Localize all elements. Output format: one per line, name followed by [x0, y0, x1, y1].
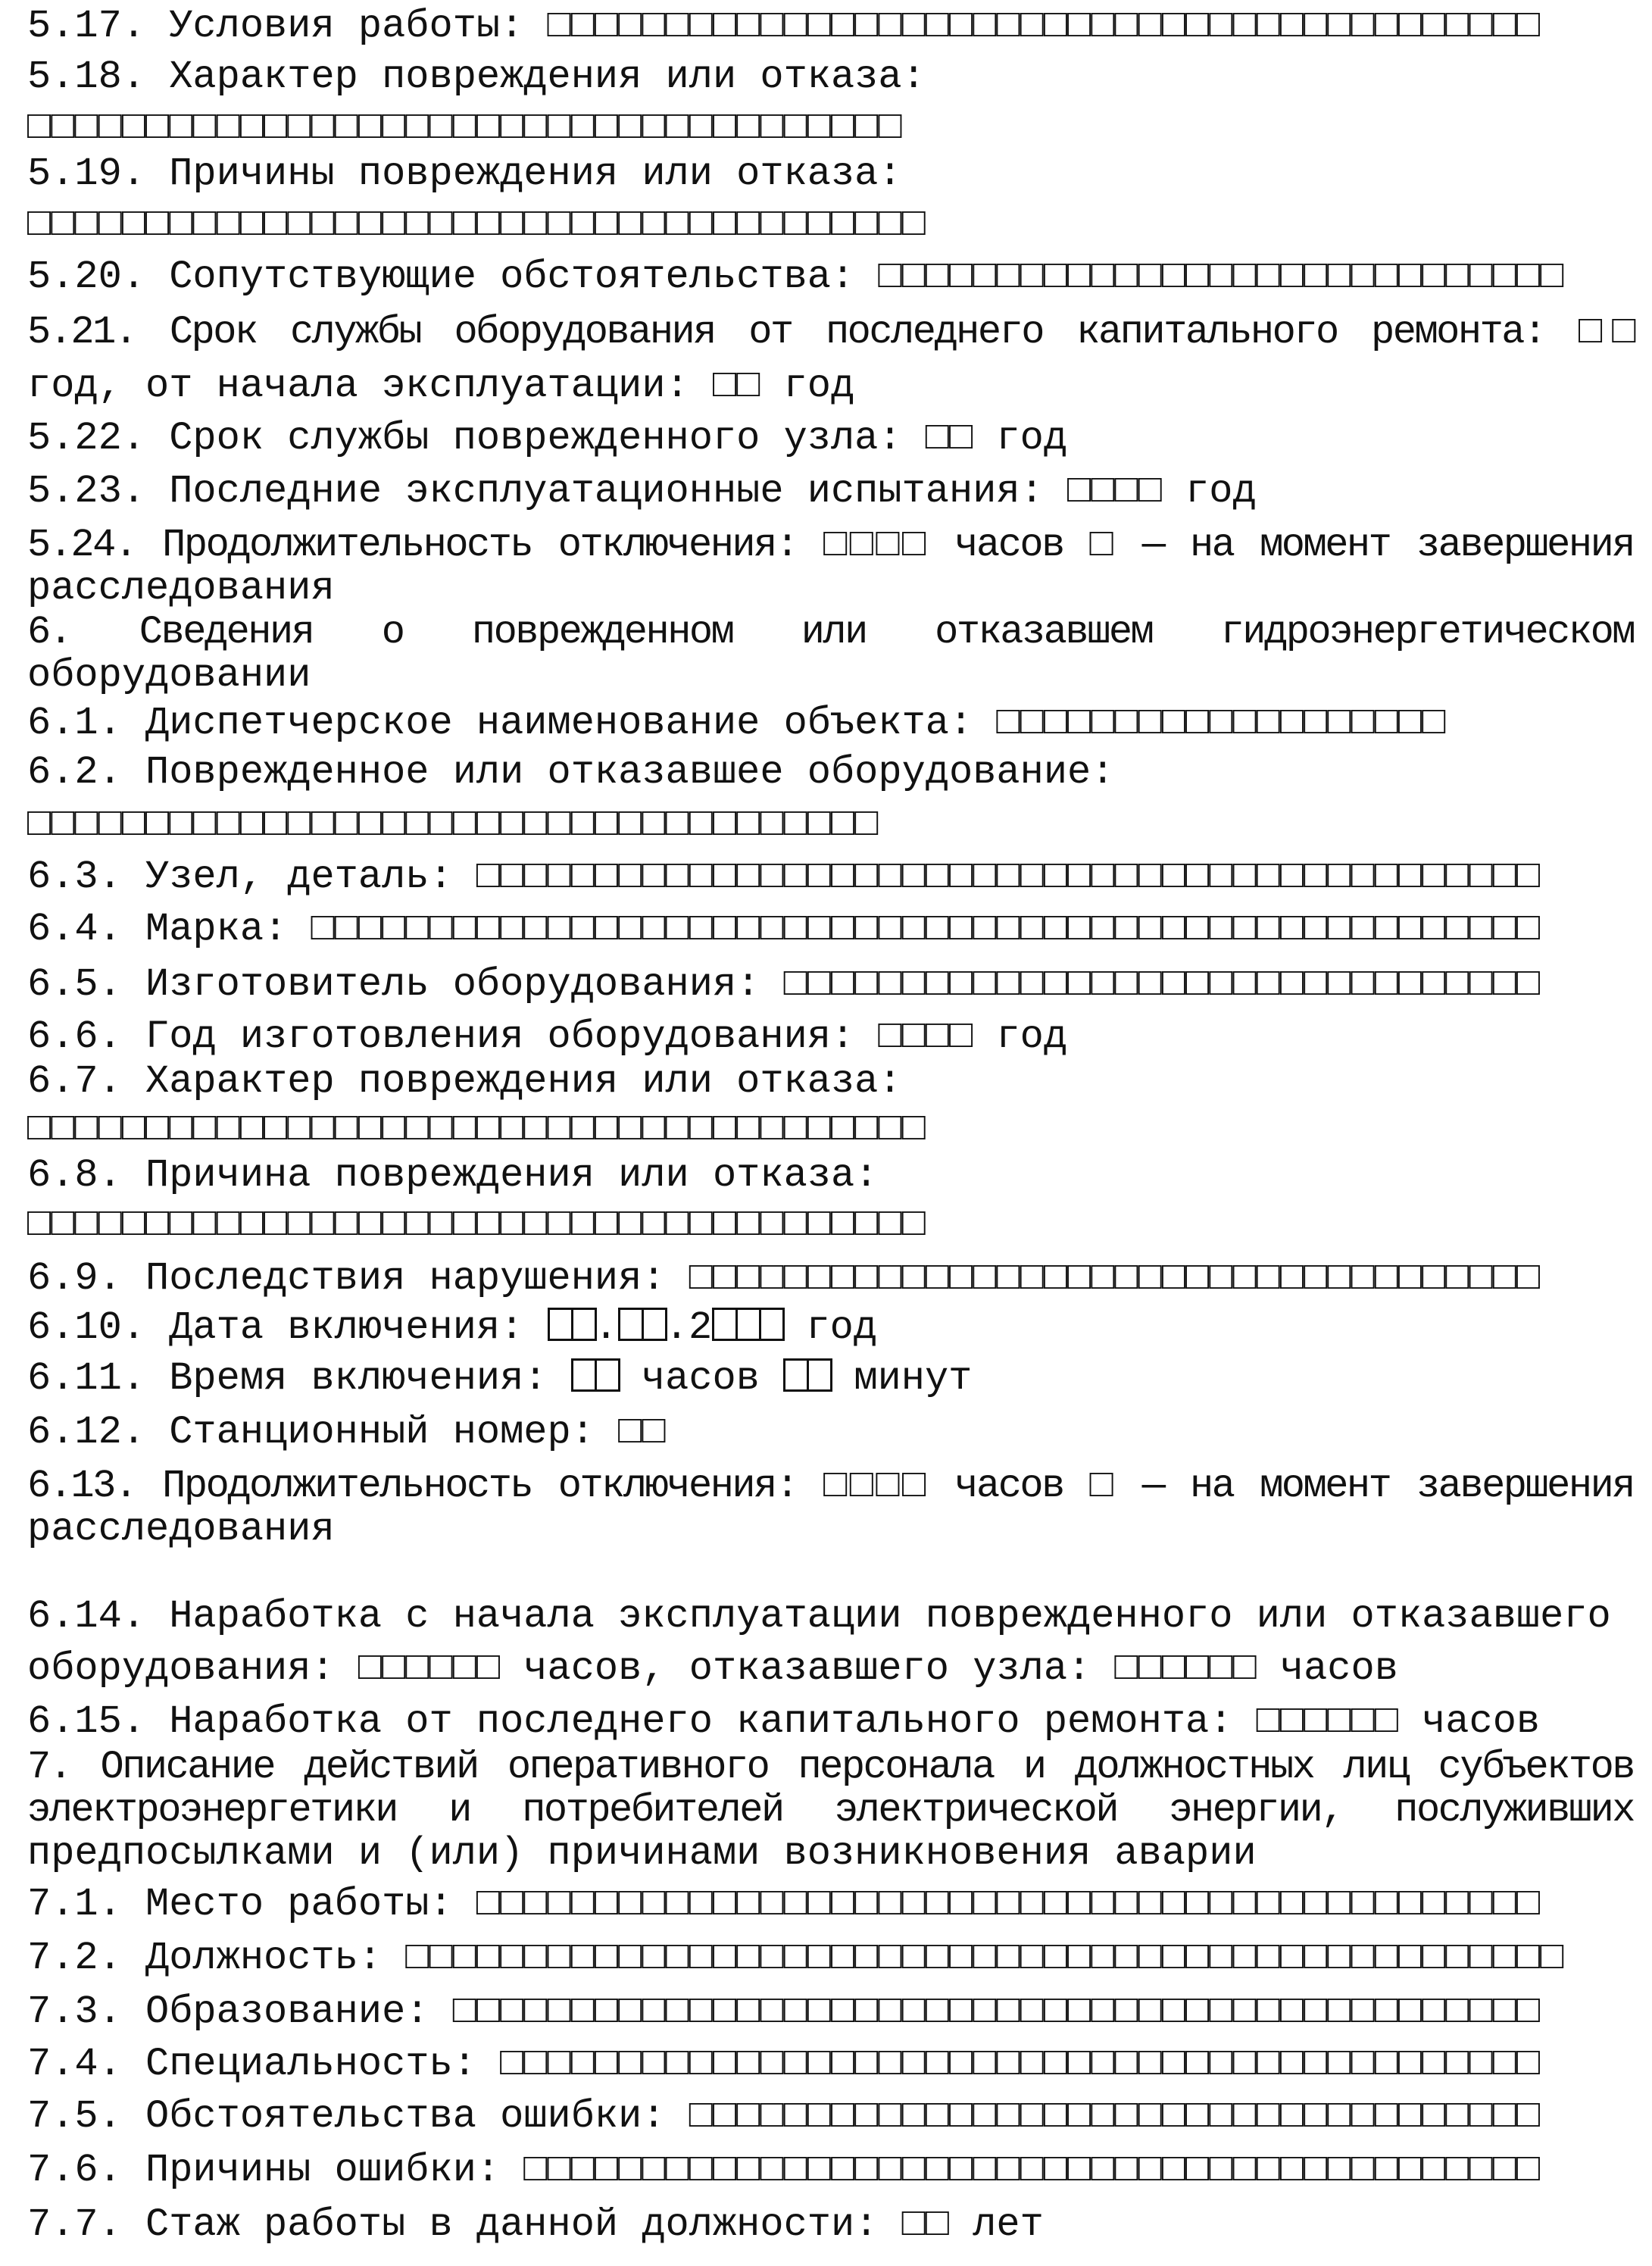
line-text: часов — [617, 1356, 784, 1401]
line-text: минут — [830, 1356, 973, 1401]
document-line — [27, 1305, 877, 1352]
input-box — [595, 1358, 620, 1392]
document-line: предпосылками и (или) причинами возникновения аварии — [27, 1831, 1257, 1876]
document-line: 7.5. Обстоятельства ошибки: □□□□□□□□□□□□□□□□□□□□□□□□□□□□□□□□□□□□ — [27, 2094, 1541, 2139]
document-line: □□□□□□□□□□□□□□□□□□□□□□□□□□□□□□□□□□□□□□ — [27, 1202, 926, 1247]
document-line: 5.23. Последние эксплуатационные испытания: □□□□ год — [27, 469, 1257, 514]
document-line: расследования — [27, 1507, 335, 1552]
input-box — [783, 1358, 809, 1392]
input-box — [735, 1308, 761, 1341]
document-line: 6.5. Изготовитель оборудования: □□□□□□□□□□□□□□□□□□□□□□□□□□□□□□□□ — [27, 962, 1541, 1007]
input-box-group — [618, 1308, 665, 1352]
document-line: 6.7. Характер повреждения или отказа: — [27, 1059, 902, 1104]
document-line: 6.1. Диспетчерское наименование объекта: □□□□□□□□□□□□□□□□□□□ — [27, 701, 1446, 745]
input-box — [571, 1358, 597, 1392]
document-line: электроэнергетики и потребителей электрической энергии, послуживших — [27, 1788, 1634, 1833]
document-line: 7.3. Образование: □□□□□□□□□□□□□□□□□□□□□□□□□□□□□□□□□□□□□□□□□□□□□□ — [27, 1989, 1541, 2034]
document-line: 7.1. Место работы: □□□□□□□□□□□□□□□□□□□□□□□□□□□□□□□□□□□□□□□□□□□□□ — [27, 1882, 1541, 1927]
input-box — [807, 1358, 832, 1392]
document-line: 5.20. Сопутствующие обстоятельства: □□□□□□□□□□□□□□□□□□□□□□□□□□□□□ — [27, 255, 1564, 299]
document-line: 5.24. Продолжительность отключения: □□□□ часов □ — на момент завершения — [27, 523, 1634, 567]
document-line: 7.4. Специальность: □□□□□□□□□□□□□□□□□□□□□□□□□□□□□□□□□□□□□□□□□□□□ — [27, 2042, 1541, 2086]
document-line: □□□□□□□□□□□□□□□□□□□□□□□□□□□□□□□□□□□□□□ — [27, 1107, 926, 1152]
input-box — [548, 1308, 573, 1341]
input-box-group — [783, 1358, 830, 1402]
document-line: 5.19. Причины повреждения или отказа: — [27, 152, 902, 196]
document-line — [27, 1358, 972, 1402]
document-line: □□□□□□□□□□□□□□□□□□□□□□□□□□□□□□□□□□□□□□ — [27, 202, 926, 247]
document-line: 6.6. Год изготовления оборудования: □□□□ год — [27, 1014, 1068, 1059]
line-text: год — [782, 1305, 877, 1350]
document-line: 7.2. Должность: □□□□□□□□□□□□□□□□□□□□□□□□□□□□□□□□□□□□□□□□□□□□□□□□□ — [27, 1936, 1564, 1980]
document-line: 6.12. Станционный номер: □□ — [27, 1410, 666, 1455]
line-text: 6.11. Время включения: — [27, 1356, 571, 1401]
document-line: 6.13. Продолжительность отключения: □□□□ часов □ — на момент завершения — [27, 1464, 1634, 1508]
document-line: расследования — [27, 566, 335, 611]
document-line: оборудования: □□□□□□ часов, отказавшего узла: □□□□□□ часов — [27, 1646, 1398, 1691]
document-line: 6.4. Марка: □□□□□□□□□□□□□□□□□□□□□□□□□□□□□□□□□□□□□□□□□□□□□□□□□□□□ — [27, 907, 1541, 952]
document-line: 6.15. Наработка от последнего капитального ремонта: □□□□□□ часов — [27, 1699, 1541, 1744]
line-text: . — [594, 1305, 618, 1350]
document-line: 5.18. Характер повреждения или отказа: — [27, 55, 926, 99]
input-box-group — [571, 1358, 618, 1402]
document-line: 5.17. Условия работы: □□□□□□□□□□□□□□□□□□□□□□□□□□□□□□□□□□□□□□□□□□ — [27, 4, 1541, 48]
line-text: .2 — [664, 1305, 713, 1350]
document-line: 6.3. Узел, деталь: □□□□□□□□□□□□□□□□□□□□□□□□□□□□□□□□□□□□□□□□□□□□□ — [27, 855, 1541, 899]
input-box-group — [548, 1308, 595, 1352]
document-line: 6. Сведения о поврежденном или отказавшем гидроэнергетическом — [27, 610, 1634, 655]
document-line: год, от начала эксплуатации: □□ год — [27, 364, 855, 408]
document-line: 6.8. Причина повреждения или отказа: — [27, 1153, 879, 1198]
input-box — [712, 1308, 738, 1341]
document-line: □□□□□□□□□□□□□□□□□□□□□□□□□□□□□□□□□□□□□ — [27, 105, 902, 150]
input-box — [571, 1308, 597, 1341]
document-line: 7.7. Стаж работы в данной должности: □□ лет — [27, 2202, 1044, 2247]
document-line: 5.22. Срок службы поврежденного узла: □□ год — [27, 416, 1068, 461]
document-line: оборудовании — [27, 653, 311, 698]
document-line: 7. Описание действий оперативного персонала и должностных лиц субъектов — [27, 1745, 1634, 1789]
input-box-group — [712, 1308, 782, 1352]
document-line: 6.14. Наработка с начала эксплуатации поврежденного или отказавшего — [27, 1594, 1611, 1639]
document-line: □□□□□□□□□□□□□□□□□□□□□□□□□□□□□□□□□□□□ — [27, 802, 879, 847]
document-line: 5.21. Срок службы оборудования от последнего капитального ремонта: □□ — [27, 310, 1634, 355]
line-text: 6.10. Дата включения: — [27, 1305, 548, 1350]
input-box — [618, 1308, 644, 1341]
document-line: 6.9. Последствия нарушения: □□□□□□□□□□□□□□□□□□□□□□□□□□□□□□□□□□□□ — [27, 1256, 1541, 1301]
input-box — [642, 1308, 667, 1341]
document-line: 7.6. Причины ошибки: □□□□□□□□□□□□□□□□□□□□□□□□□□□□□□□□□□□□□□□□□□□ — [27, 2148, 1541, 2193]
input-box — [759, 1308, 785, 1341]
document-line: 6.2. Поврежденное или отказавшее оборудование: — [27, 750, 1115, 795]
